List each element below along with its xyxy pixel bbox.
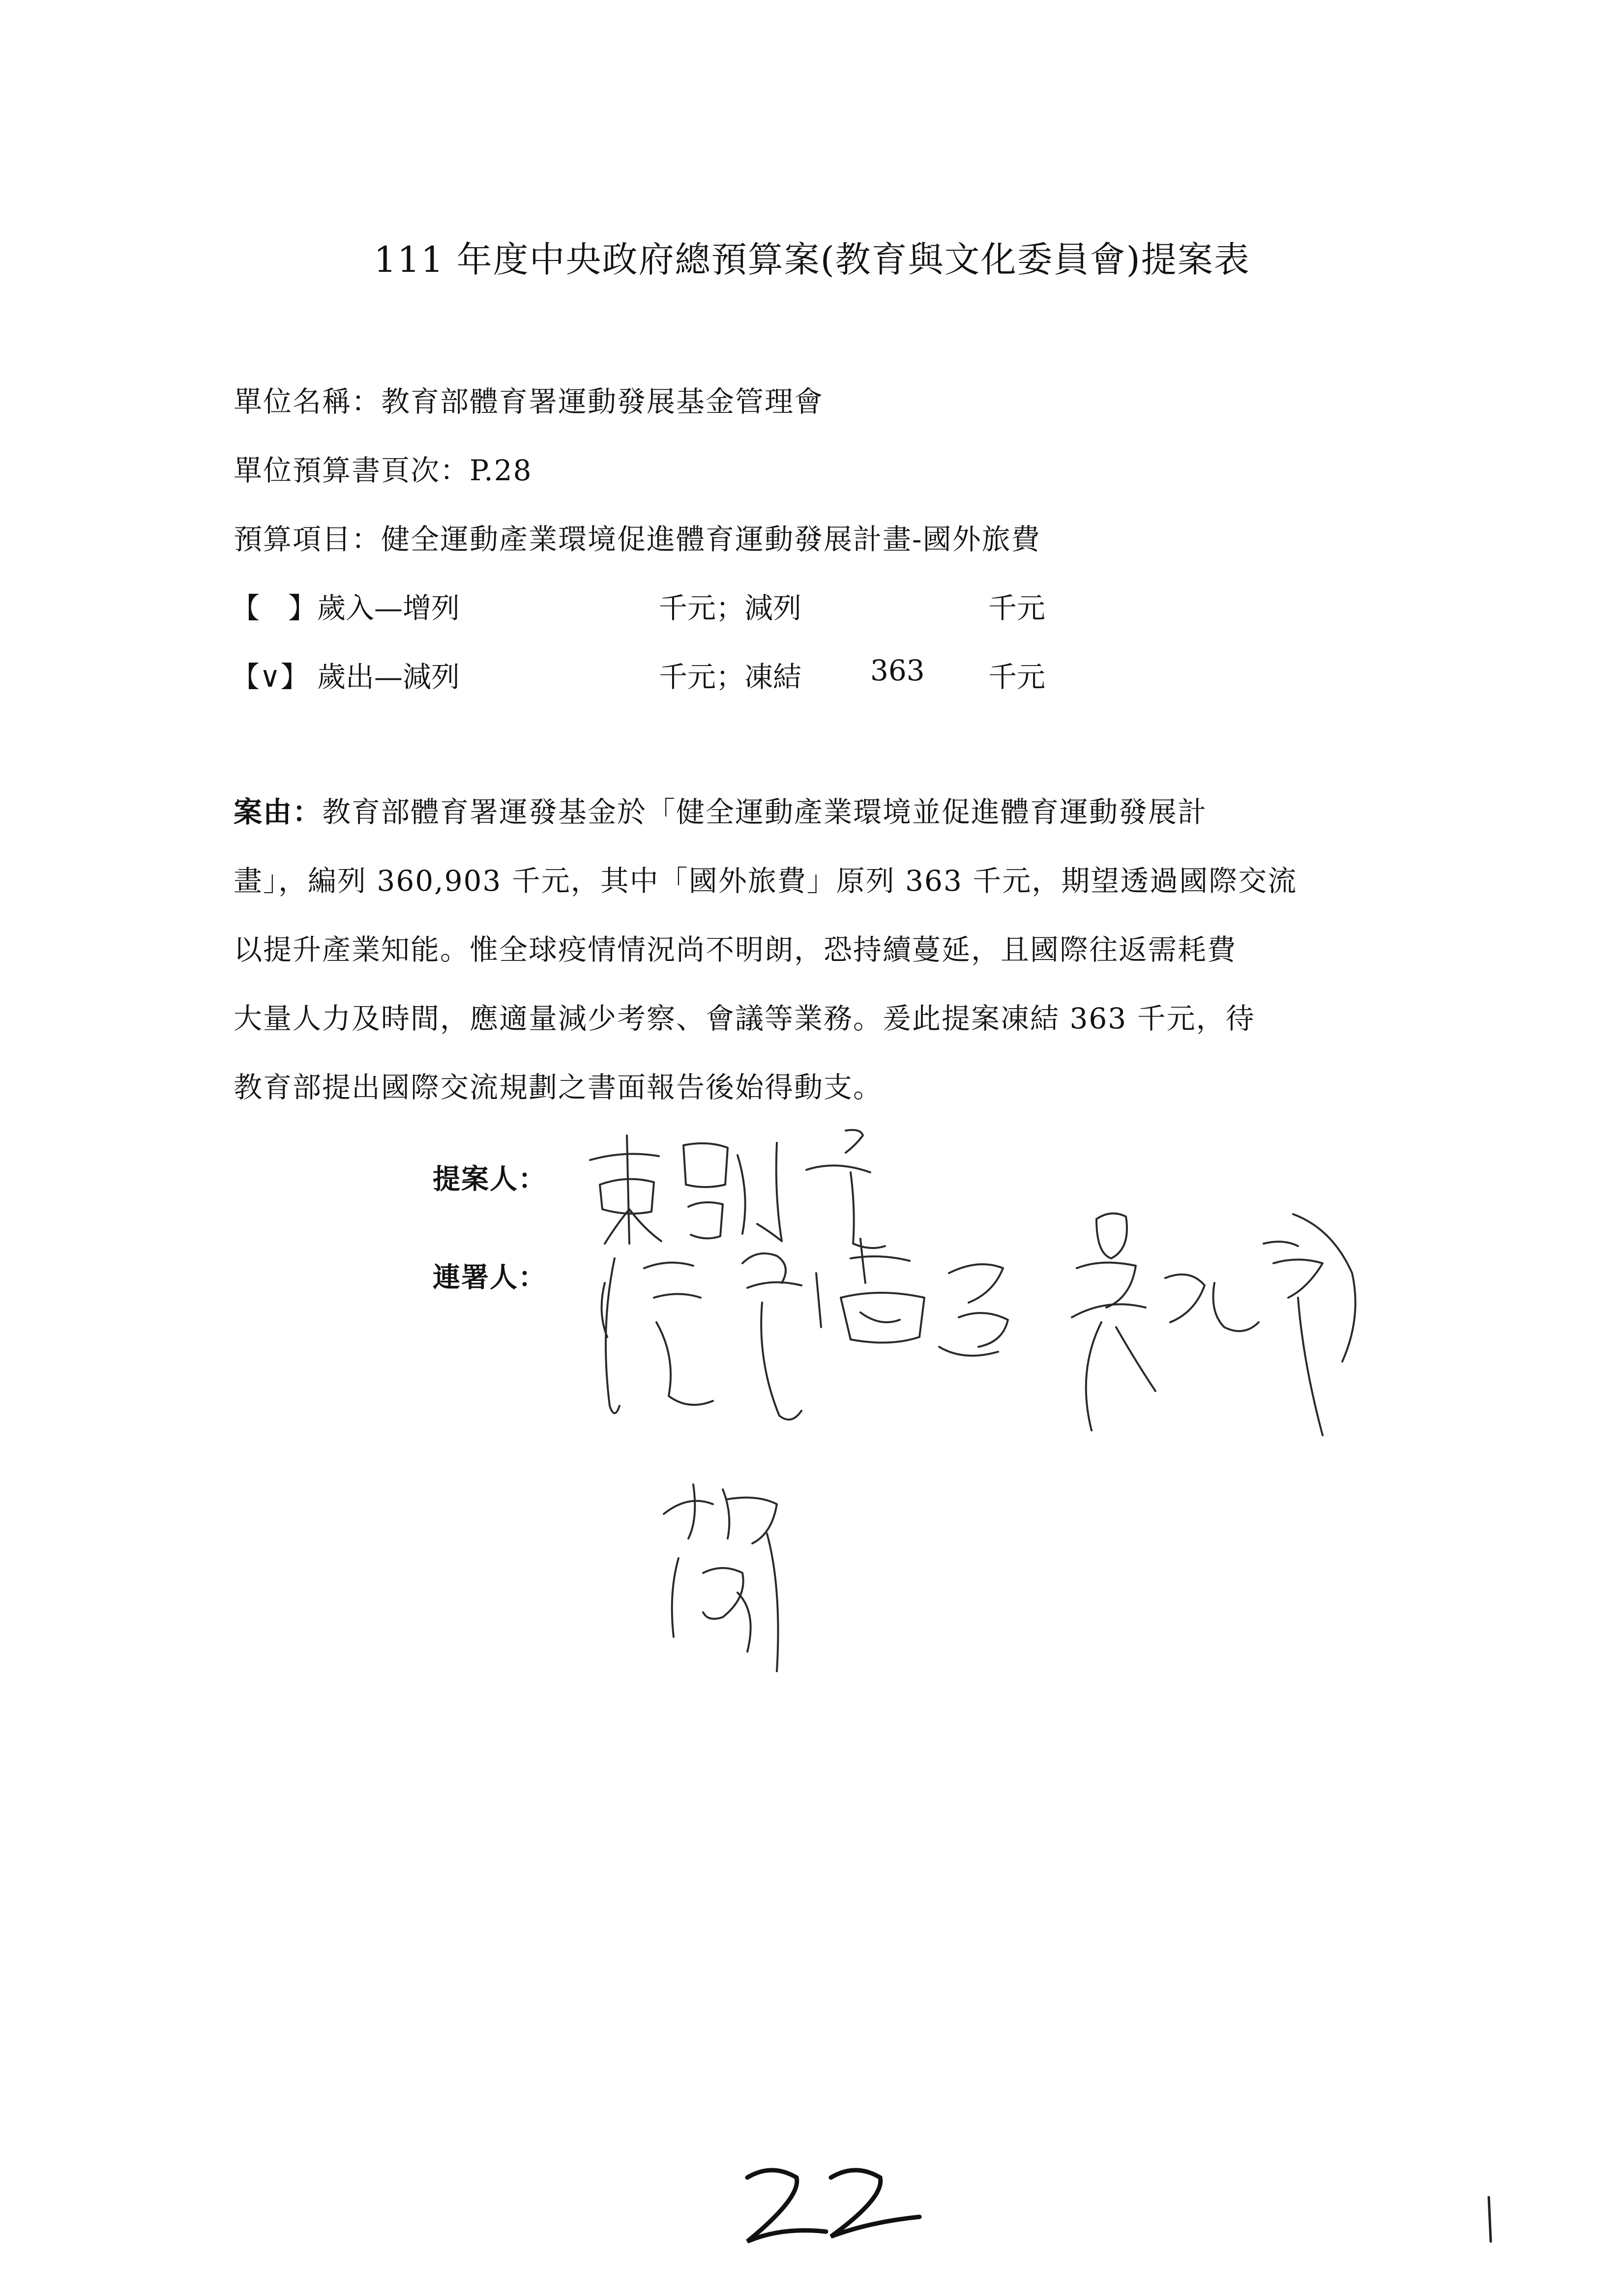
cosigner-signatures bbox=[585, 1199, 1421, 1475]
page-number-handwritten bbox=[728, 2158, 934, 2256]
unit-name: 單位名稱：教育部體育署運動發展基金管理會 bbox=[234, 385, 824, 418]
expense-type: 歲出—減列 bbox=[317, 660, 460, 694]
revenue-checkbox: 【 】 bbox=[231, 591, 317, 625]
proposer-label: 提案人： bbox=[433, 1163, 547, 1195]
revenue-unit-reduce: 千元；減列 bbox=[659, 591, 802, 625]
expense-checkbox: 【∨】 bbox=[231, 660, 309, 694]
reason-line-4: 大量人力及時間，應適量減少考察、會議等業務。爰此提案凍結 363 千元，待 bbox=[234, 1002, 1255, 1035]
expense-unit: 千元 bbox=[988, 660, 1046, 694]
reason-text-1: 教育部體育署運發基金於「健全運動產業環境並促進體育運動發展計 bbox=[322, 795, 1208, 829]
cosigner-signature-2 bbox=[649, 1475, 856, 1691]
expense-unit-freeze: 千元；凍結 bbox=[659, 660, 802, 694]
cosigner-label: 連署人： bbox=[433, 1261, 547, 1294]
unit-budget-page: 單位預算書頁次：P.28 bbox=[234, 454, 532, 487]
reason-line-5: 教育部提出國際交流規劃之書面報告後始得動支。 bbox=[234, 1071, 883, 1104]
reason-line-1 bbox=[234, 789, 1207, 830]
revenue-unit: 千元 bbox=[988, 591, 1046, 625]
budget-item: 預算項目：健全運動產業環境促進體育運動發展計畫-國外旅費 bbox=[234, 523, 1041, 556]
expense-freeze-amount: 363 bbox=[870, 654, 925, 687]
reason-line-2: 畫」，編列 360,903 千元，其中「國外旅費」原列 363 千元，期望透過國際交流 bbox=[234, 864, 1298, 898]
revenue-type: 歲入—增列 bbox=[317, 591, 460, 625]
reason-label: 案由： bbox=[234, 795, 323, 829]
page-title: 111 年度中央政府總預算案(教育與文化委員會)提案表 bbox=[374, 239, 1250, 280]
reason-line-3: 以提升產業知能。惟全球疫情情況尚不明朗，恐持續蔓延，且國際往返需耗費 bbox=[234, 933, 1237, 966]
corner-mark bbox=[1480, 2192, 1500, 2251]
